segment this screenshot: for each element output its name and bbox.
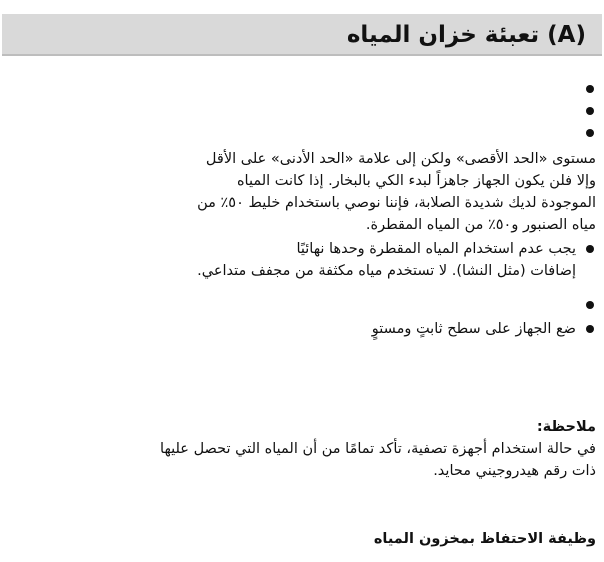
section-title: (A) تعبئة خزان المياه [346,22,586,48]
bullet-dot-icon [586,325,594,333]
paragraph-line: الموجودة لديك شديدة الصلابة، فإننا نوصي باستخدام خليط ٥٠٪ من [197,195,596,211]
paragraph-line: وإلا فلن يكون الجهاز جاهزاً لبدء الكي بالبخار. إذا كانت المياه [236,173,596,189]
note-text [6,438,596,482]
bullet-dot-icon [586,85,594,93]
fill-level-paragraph [16,148,596,236]
paragraph-line: مستوى «الحد الأقصى» ولكن إلى علامة «الحد الأدنى» على الأقل [205,151,596,167]
section-heading: وظيفة الاحتفاظ بمخزون المياه [373,531,596,547]
bullet-dot-icon [586,301,594,309]
note-heading: ملاحظة: [536,419,596,435]
paragraph-line: مياه الصنبور و٥٠٪ من المياه المقطرة. [365,217,596,233]
bullet-dot-icon [586,245,594,253]
section-header [2,14,602,56]
paragraph-line: إضافات (مثل النشا). لا تستخدم مياه مكثفة من مجفف متداعي. [197,263,576,279]
bullet-list-lower-2 [16,318,596,340]
note-line: ذات رقم هيدروجيني محايد. [433,463,596,479]
bullet-list-lower [16,294,596,316]
list-item [16,122,596,144]
bullet-list [16,78,596,144]
list-item [16,238,596,282]
distilled-water-warning [16,238,596,282]
bullet-dot-icon [586,107,594,115]
paragraph-line: ضع الجهاز على سطح ثابتٍ ومستوٍ [371,321,576,337]
list-item [16,100,596,122]
list-item [16,294,596,316]
list-item [16,318,596,340]
list-item [16,78,596,100]
paragraph-line: يجب عدم استخدام المياه المقطرة وحدها نهائيًا [296,241,576,257]
bullet-dot-icon [586,129,594,137]
note-line: في حالة استخدام أجهزة تصفية، تأكد تمامًا من أن المياه التي تحصل عليها [160,441,596,457]
